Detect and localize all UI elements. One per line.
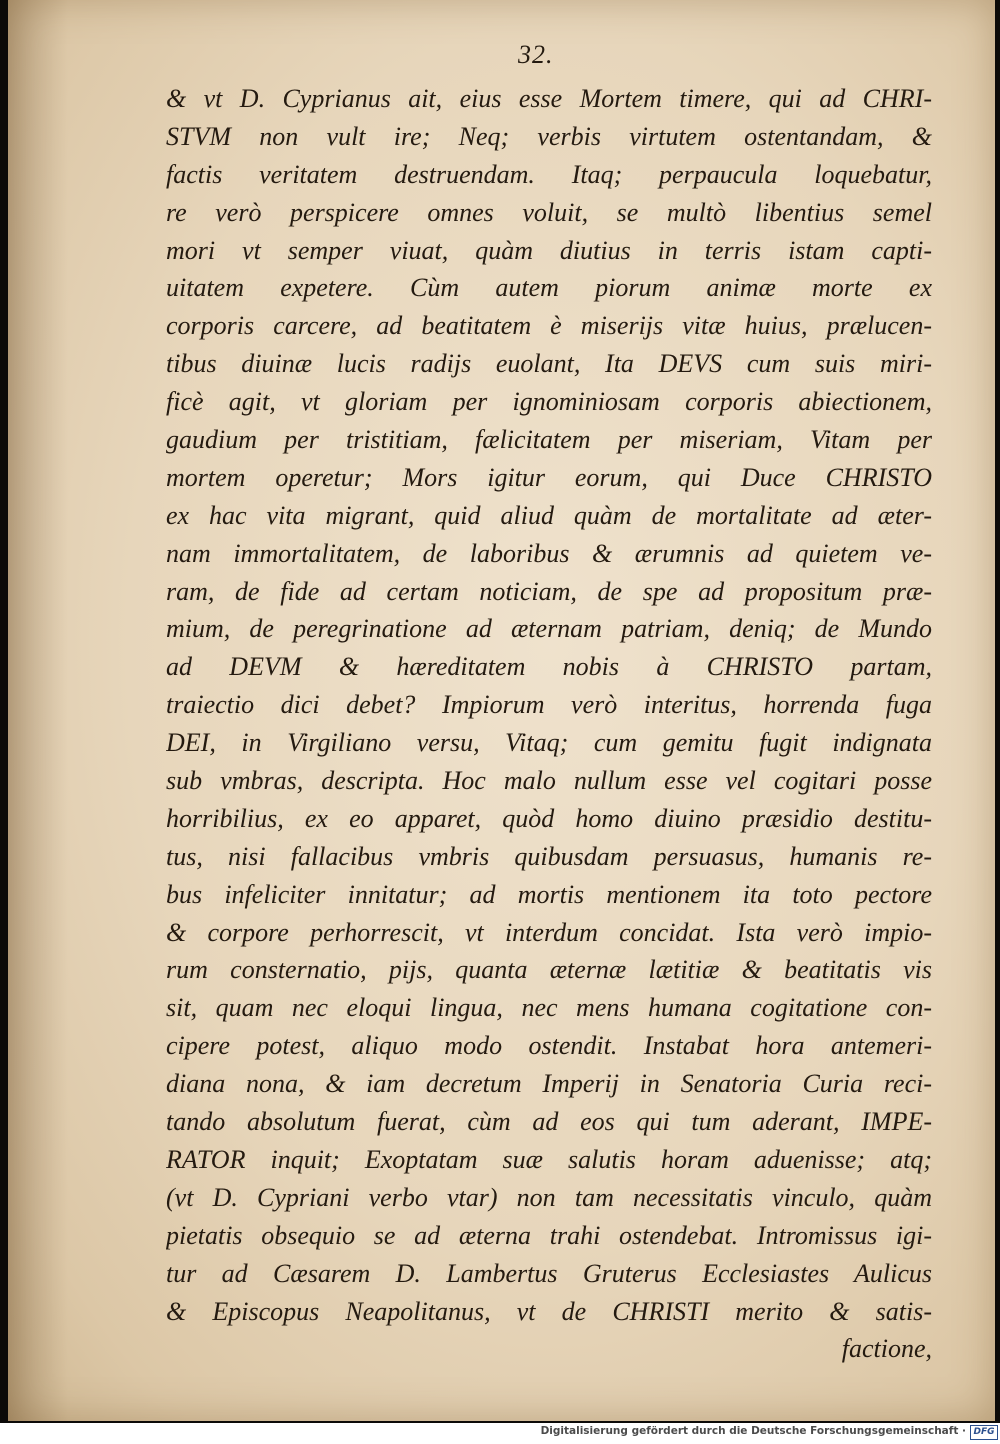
- page-number: 32.: [518, 40, 554, 69]
- text-line: (vt D. Cypriani verbo vtar) non tam necessitatis vinculo, quàm: [166, 1182, 932, 1212]
- text-line: & vt D. Cyprianus ait, eius esse Mortem timere, qui ad CHRI-: [166, 84, 932, 113]
- text-line: ficè agit, vt gloriam per ignominiosam corporis abiectionem,: [166, 387, 932, 417]
- book-page: [8, 0, 995, 1421]
- text-line: rum consternatio, pijs, quanta æternæ lætitiæ & beatitatis vis: [166, 955, 932, 985]
- text-line: ram, de fide ad certam noticiam, de spe ad propositum præ-: [166, 576, 932, 606]
- text-line: gaudium per tristitiam, fælicitatem per miseriam, Vitam per: [166, 425, 932, 455]
- text-line: RATOR inquit; Exoptatam suæ salutis horam aduenisse; atq;: [166, 1144, 932, 1174]
- text-line: horribilius, ex eo apparet, quòd homo diuino præsidio destitu-: [166, 803, 932, 833]
- text-line: mium, de peregrinatione ad æternam patriam, deniq; de Mundo: [166, 614, 932, 644]
- text-line: uitatem expetere. Cùm autem piorum animæ morte ex: [166, 273, 932, 303]
- text-line: mortem operetur; Mors igitur eorum, qui Duce CHRISTO: [166, 462, 932, 492]
- text-line: pietatis obsequio se ad æterna trahi ostendebat. Intromissus igi-: [166, 1220, 932, 1250]
- text-line: sit, quam nec eloqui lingua, nec mens humana cogitatione con-: [166, 993, 932, 1023]
- text-line: tibus diuinæ lucis radijs euolant, Ita DEVS cum suis miri-: [166, 349, 932, 379]
- text-line: cipere potest, aliquo modo ostendit. Instabat hora antemeri-: [166, 1031, 932, 1061]
- text-line: nam immortalitatem, de laboribus & ærumnis ad quietem ve-: [166, 538, 932, 568]
- text-line: corporis carcere, ad beatitatem è miserijs vitæ huius, prælucen-: [166, 311, 932, 341]
- dfg-logo-icon: DFG: [970, 1425, 998, 1440]
- text-line: STVM non vult ire; Neq; verbis virtutem ostentandam, &: [166, 121, 932, 151]
- text-line: tando absolutum fuerat, cùm ad eos qui tum aderant, IMPE-: [166, 1107, 932, 1137]
- text-line: DEI, in Virgiliano versu, Vitaq; cum gemitu fugit indignata: [166, 728, 932, 758]
- text-line: & corpore perhorrescit, vt interdum concidat. Ista verò impio-: [166, 917, 932, 947]
- text-line: & Episcopus Neapolitanus, vt de CHRISTI merito & satis-: [166, 1296, 932, 1326]
- text-line: ad DEVM & hæreditatem nobis à CHRISTO partam,: [166, 652, 932, 682]
- text-line: ex hac vita migrant, quid aliud quàm de mortalitate ad æter-: [166, 500, 932, 530]
- digitization-footer: [0, 1423, 1000, 1444]
- text-line: tur ad Cæsarem D. Lambertus Gruterus Ecclesiastes Aulicus: [166, 1258, 932, 1288]
- funding-credit: Digitalisierung gefördert durch die Deutsche Forschungsgemeinschaft ·: [540, 1425, 966, 1437]
- text-line: diana nona, & iam decretum Imperij in Senatoria Curia reci-: [166, 1069, 932, 1099]
- text-line: re verò perspicere omnes voluit, se multò libentius semel: [166, 197, 932, 227]
- text-line: sub vmbras, descripta. Hoc malo nullum esse vel cogitari posse: [166, 766, 932, 796]
- text-line: traiectio dici debet? Impiorum verò interitus, horrenda fuga: [166, 690, 932, 720]
- page-body-text: [166, 80, 932, 1368]
- text-line: tus, nisi fallacibus vmbris quibusdam persuasus, humanis re-: [166, 841, 932, 871]
- text-line: factis veritatem destruendam. Itaq; perpaucula loquebatur,: [166, 159, 932, 189]
- text-line: factione,: [841, 1334, 932, 1364]
- text-line: bus infeliciter innitatur; ad mortis mentionem ita toto pectore: [166, 879, 932, 909]
- text-line: mori vt semper viuat, quàm diutius in terris istam capti-: [166, 235, 932, 265]
